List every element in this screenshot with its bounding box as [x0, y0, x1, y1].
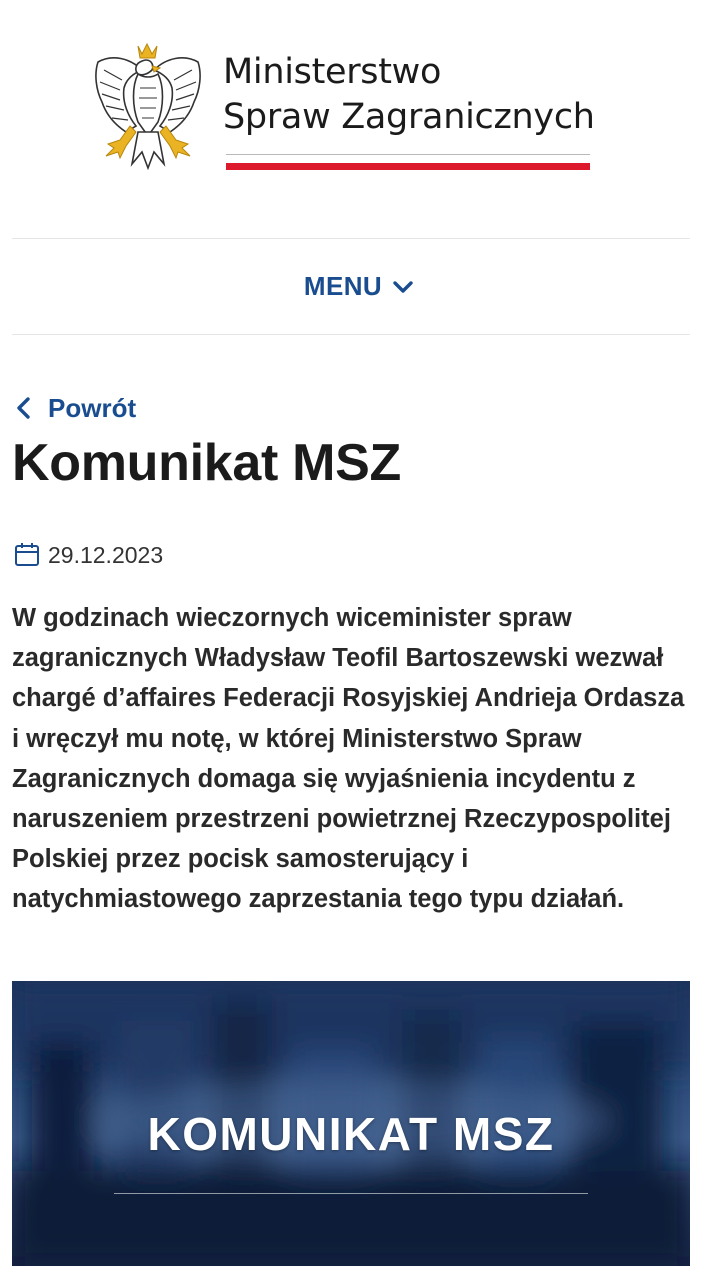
article-banner-image — [12, 981, 690, 1266]
banner-title: KOMUNIKAT MSZ — [147, 1108, 555, 1160]
site-header — [0, 0, 718, 238]
brand-name-line2: Spraw Zagranicznych — [223, 97, 595, 137]
article-body: W godzinach wieczornych wiceminister spraw zagranicznych Władysław Teofil Bartoszewski wezwał chargé d’affaires Federacji Rosyjskiej Andrieja Ordasza i wręczył mu notę, w której Ministerstwo Spraw Zagranicznych domaga się wyjaśnienia incydentu z naruszeniem przestrzeni powietrznej Rzeczypospolitej Polskiej przez pocisk samosterujący i natychmiastowego zaprzestania tego typu działań. — [12, 604, 685, 914]
brand-thin-rule — [226, 154, 590, 155]
banner-rule — [114, 1193, 588, 1194]
calendar-icon — [14, 542, 40, 568]
brand-red-bar — [226, 163, 590, 170]
chevron-left-icon — [12, 396, 36, 420]
home-logo-link[interactable] — [92, 40, 602, 175]
page-title: Komunikat MSZ — [12, 434, 401, 492]
menu-divider — [12, 334, 690, 335]
date-text: 29.12.2023 — [48, 541, 164, 568]
menu-button[interactable] — [0, 239, 718, 334]
polish-eagle-emblem-icon — [92, 40, 204, 170]
chevron-down-icon — [392, 276, 414, 298]
back-link[interactable] — [12, 388, 136, 428]
back-label: Powrót — [48, 392, 137, 423]
brand-name-line1: Ministerstwo — [223, 52, 442, 92]
publish-date — [14, 538, 163, 572]
menu-label: MENU — [303, 271, 383, 301]
